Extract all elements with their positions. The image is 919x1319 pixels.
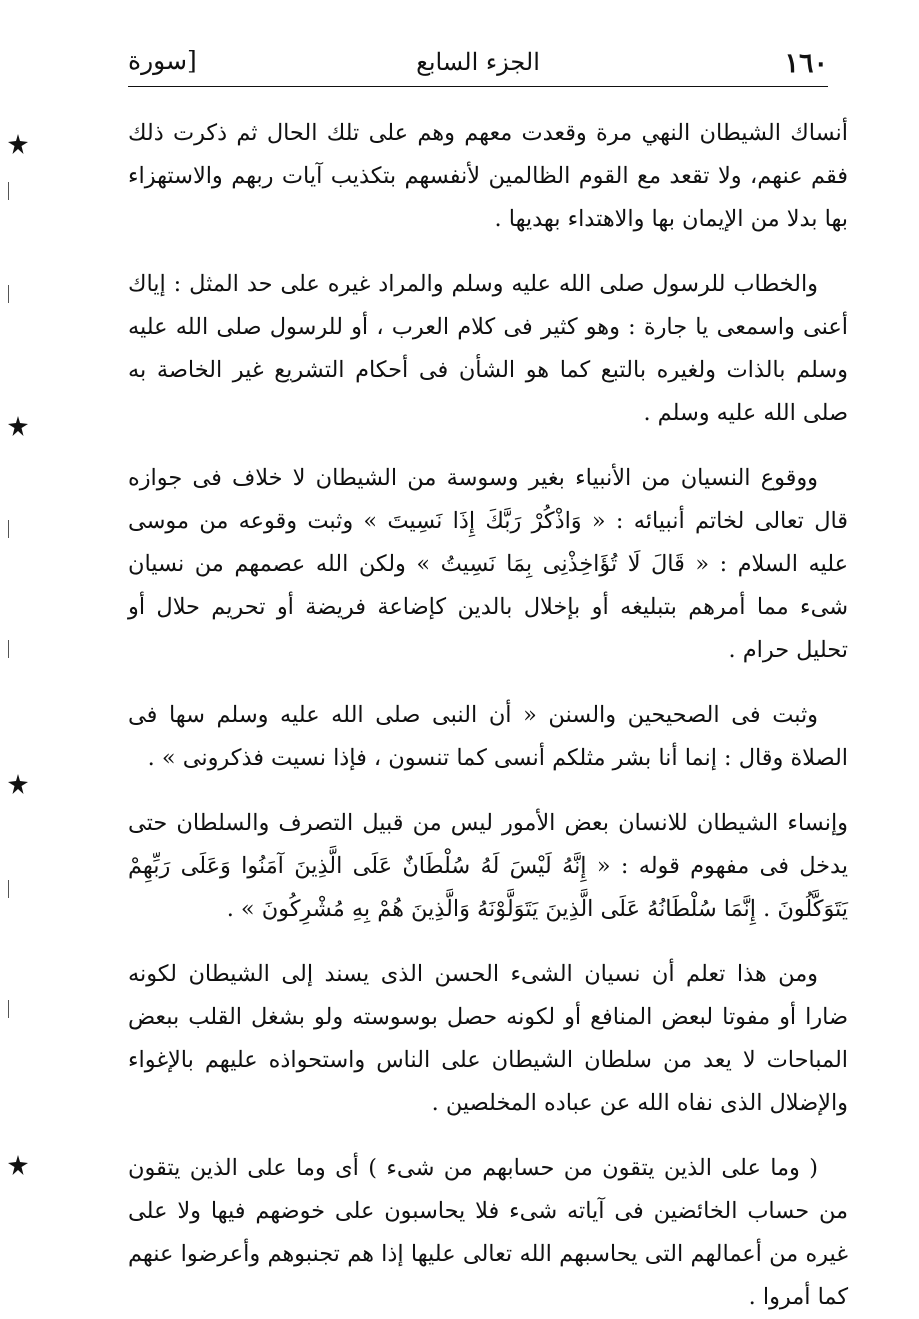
margin-tick [8,880,14,898]
body-text [128,112,848,1319]
header-rule [128,86,828,87]
paragraph: أنساك الشيطان النهي مرة وقعدت معهم وهم على تلك الحال ثم ذكرت ذلك فقم عنهم، ولا تقعد مع القوم الظالمين لأنفسهم بتكذيب آيات ربهم والاستهزاء بها بدلا من الإيمان بها والاهتداء بهديها . [128,120,848,232]
margin-tick [8,640,14,658]
page-header [128,38,828,88]
margin-tick [8,520,14,538]
surah-label: [سورة [128,46,197,75]
margin-tick [8,285,14,303]
star-mark-icon [6,414,30,438]
star-mark-icon [6,132,30,156]
margin-tick [8,1000,14,1018]
star-mark-icon [6,772,30,796]
paragraph: وإنساء الشيطان للانسان بعض الأمور ليس من قبيل التصرف والسلطان حتى يدخل فى مفهوم قوله : « إِنَّهُ لَيْسَ لَهُ سُلْطَانٌ عَلَى الَّذِينَ آمَنُوا وَعَلَى رَبِّهِمْ يَتَوَكَّلُونَ . إِنَّمَا سُلْطَانُهُ عَلَى الَّذِينَ يَتَوَلَّوْنَهُ وَالَّذِينَ هُمْ بِهِ مُشْرِكُونَ » . [128,810,848,922]
paragraph: ( وما على الذين يتقون من حسابهم من شىء ) أى وما على الذين يتقون من حساب الخائضين فى آياته شىء فلا يحاسبون على خوضهم فيها ولا على غيره من أعمالهم التى يحاسبهم الله تعالى عليها إذا هم تجنبوهم وأعرضوا عنهم كما أمروا . [128,1155,848,1310]
paragraph: والخطاب للرسول صلى الله عليه وسلم والمراد غيره على حد المثل : إياك أعنى واسمعى يا جارة : وهو كثير فى كلام العرب ، أو للرسول صلى الله عليه وسلم بالذات ولغيره بالتبع كما هو الشأن فى أحكام التشريع غير الخاصة به صلى الله عليه وسلم . [128,271,848,426]
paragraph: وثبت فى الصحيحين والسنن « أن النبى صلى الله عليه وسلم سها فى الصلاة وقال : إنما أنا بشر مثلكم أنسى كما تنسون ، فإذا نسيت فذكرونى » . [128,702,848,771]
margin-tick [8,182,14,200]
paragraph: ووقوع النسيان من الأنبياء بغير وسوسة من الشيطان لا خلاف فى جوازه قال تعالى لخاتم أنبيائه : « وَاذْكُرْ رَبَّكَ إِذَا نَسِيتَ » وثبت وقوعه من موسى عليه السلام : « قَالَ لَا تُؤَاخِذْنِى بِمَا نَسِيتُ » ولكن الله عصمهم من نسيان شىء مما أمرهم بتبليغه أو بإخلال بالدين كإضاعة فريضة أو تحريم حلال أو تحليل حرام . [128,465,848,663]
paragraph: ومن هذا تعلم أن نسيان الشىء الحسن الذى يسند إلى الشيطان لكونه ضارا أو مفوتا لبعض المنافع أو لكونه حصل بوسوسته ولو بشغل القلب ببعض المباحات لا يعد من سلطان الشيطان على الناس واستحواذه عليهم بالإغواء والإضلال الذى نفاه الله عن عباده المخلصين . [128,961,848,1116]
page-number: ١٦٠ [784,48,828,79]
star-mark-icon [6,1153,30,1177]
part-title: الجزء السابع [416,48,540,76]
